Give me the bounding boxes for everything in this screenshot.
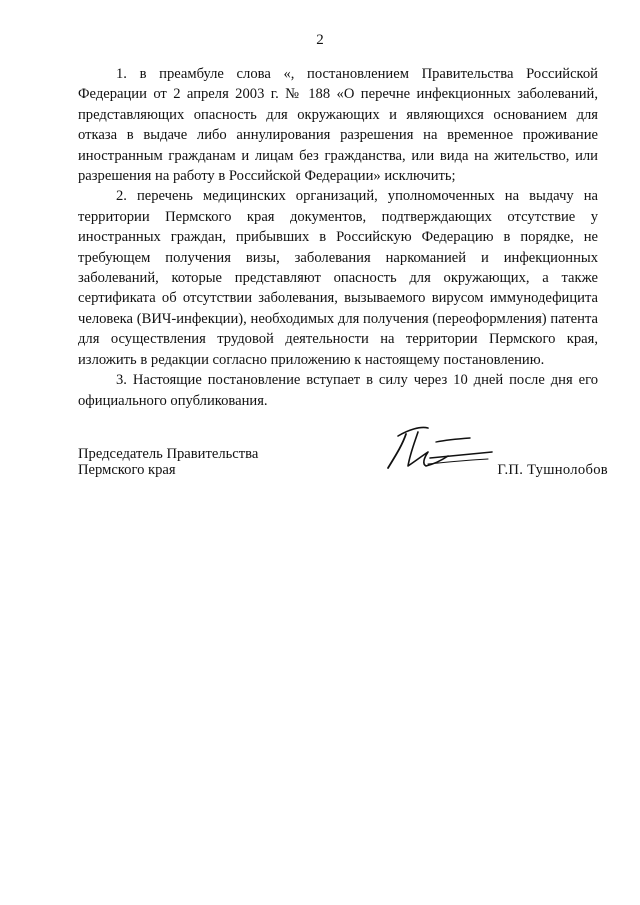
signer-title-line-1: Председатель Правительства [78, 446, 259, 462]
paragraph-1: 1. в преамбуле слова «, постановлением Правительства Российской Федерации от 2 апреля 2003 г. № 188 «О перечне инфекционных заболеваний, представляющих опасность для окружающих и являющихся основанием для отказа в выдаче либо аннулирования разрешения на временное проживание иностранным гражданам и лицам без гражданства, или вида на жительство, или разрешения на работу в Российской Федерации» исключить; [78, 66, 598, 185]
signer-title [78, 446, 258, 478]
signer-name: Г.П. Тушнолобов [497, 462, 608, 478]
signature-block [78, 446, 608, 496]
document-body [78, 64, 598, 411]
paragraph-3: 3. Настоящие постановление вступает в силу через 10 дней после дня его официального опубликования. [78, 372, 598, 409]
signer-title-line-2: Пермского края [78, 462, 176, 478]
handwritten-signature [384, 422, 494, 474]
page-number: 2 [316, 32, 324, 48]
paragraph-2: 2. перечень медицинских организаций, уполномоченных на выдачу на территории Пермского края документов, подтверждающих отсутствие у иностранных граждан, прибывших в Российскую Федерацию в порядке, не требующем получения визы, заболевания наркоманией и инфекционных заболеваний, которые представляют опасность для окружающих, а также сертификата об отсутствии заболевания, вызываемого вирусом иммунодефицита человека (ВИЧ-инфекции), необходимых для получения (переоформления) патента для осуществления трудовой деятельности на территории Пермского края, изложить в редакции согласно приложению к настоящему постановлению. [78, 188, 598, 368]
